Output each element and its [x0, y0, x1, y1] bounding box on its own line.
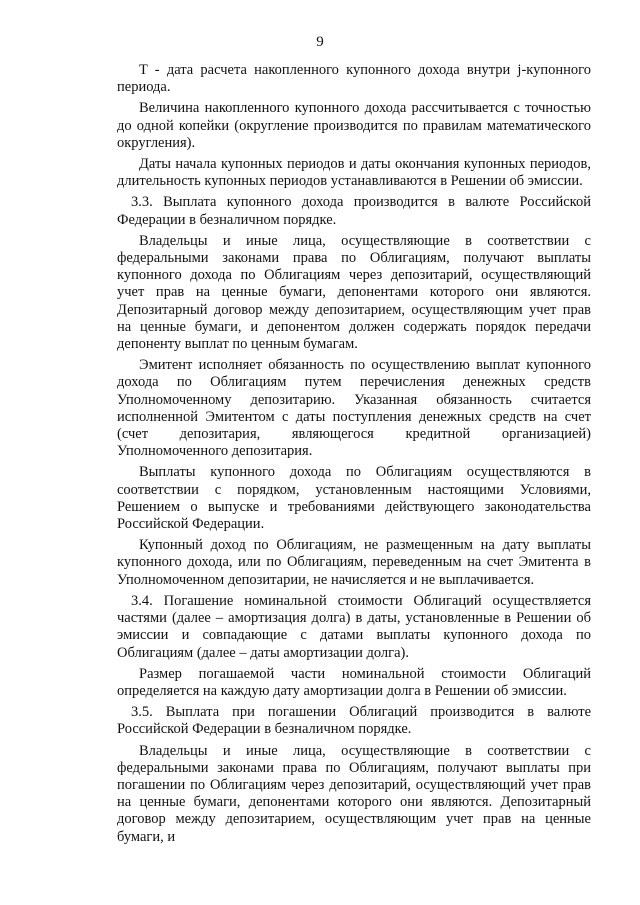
paragraph-coupon-procedure: Выплаты купонного дохода по Облигациям осуществляются в соответствии с порядком, установленным настоящими Условиями, Решением о выпуске и требованиями действующего законодательства Российской Федерации. [117, 464, 591, 533]
paragraph-unplaced-bonds: Купонный доход по Облигациям, не размещенным на дату выплаты купонного дохода, или по Облигациям, переведенным на счет Эмитента в Уполномоченном депозитарии, не начисляется и не выплачивается. [117, 537, 591, 588]
paragraph-issuer-obligation: Эмитент исполняет обязанность по осуществлению выплат купонного дохода по Облигациям путем перечисления денежных средств Уполномоченному депозитарию. Указанная обязанность считается исполненной Эмитентом с даты поступления денежных средств на счет (счет депозитария, являющегося кредитной организацией) Уполномоченного депозитария. [117, 357, 591, 460]
page-number: 9 [316, 34, 324, 50]
paragraph-coupon-dates: Даты начала купонных периодов и даты окончания купонных периодов, длительность купонных периодов устанавливаются в Решении об эмиссии. [117, 156, 591, 190]
document-body [117, 62, 591, 850]
paragraph-amortization-size: Размер погашаемой части номинальной стоимости Облигаций определяется на каждую дату амортизации долга в Решении об эмиссии. [117, 665, 591, 699]
paragraph-rounding: Величина накопленного купонного дохода рассчитывается с точностью до одной копейки (округление производится по правилам математического округления). [117, 100, 591, 151]
paragraph-section-3-5: 3.5. Выплата при погашении Облигаций производится в валюте Российской Федерации в безналичном порядке. [117, 704, 591, 738]
paragraph-owners-redemption: Владельцы и иные лица, осуществляющие в соответствии с федеральными законами права по Облигациям, получают выплаты при погашении по Облигациям через депозитарий, осуществляющий учет прав на ценные бумаги, депонентами которого они являются. Депозитарный договор между депозитарием, осуществляющим учет прав на ценные бумаги, и [117, 742, 591, 845]
paragraph-owners-coupon: Владельцы и иные лица, осуществляющие в соответствии с федеральными законами права по Облигациям, получают выплаты купонного дохода по Облигациям через депозитарий, осуществляющий учет прав на ценные бумаги, депонентами которого они являются. Депозитарный договор между депозитарием, осуществляющим учет прав на ценные бумаги, и депонентом должен содержать порядок передачи депоненту выплат по ценным бумагам. [117, 232, 591, 353]
paragraph-t-definition: T - дата расчета накопленного купонного дохода внутри j-купонного периода. [117, 62, 591, 96]
paragraph-section-3-4: 3.4. Погашение номинальной стоимости Облигаций осуществляется частями (далее – амортизация долга) в даты, установленные в Решении об эмиссии и совпадающие с датами выплаты купонного дохода по Облигациям (далее – даты амортизации долга). [117, 592, 591, 661]
paragraph-section-3-3: 3.3. Выплата купонного дохода производится в валюте Российской Федерации в безналичном порядке. [117, 194, 591, 228]
